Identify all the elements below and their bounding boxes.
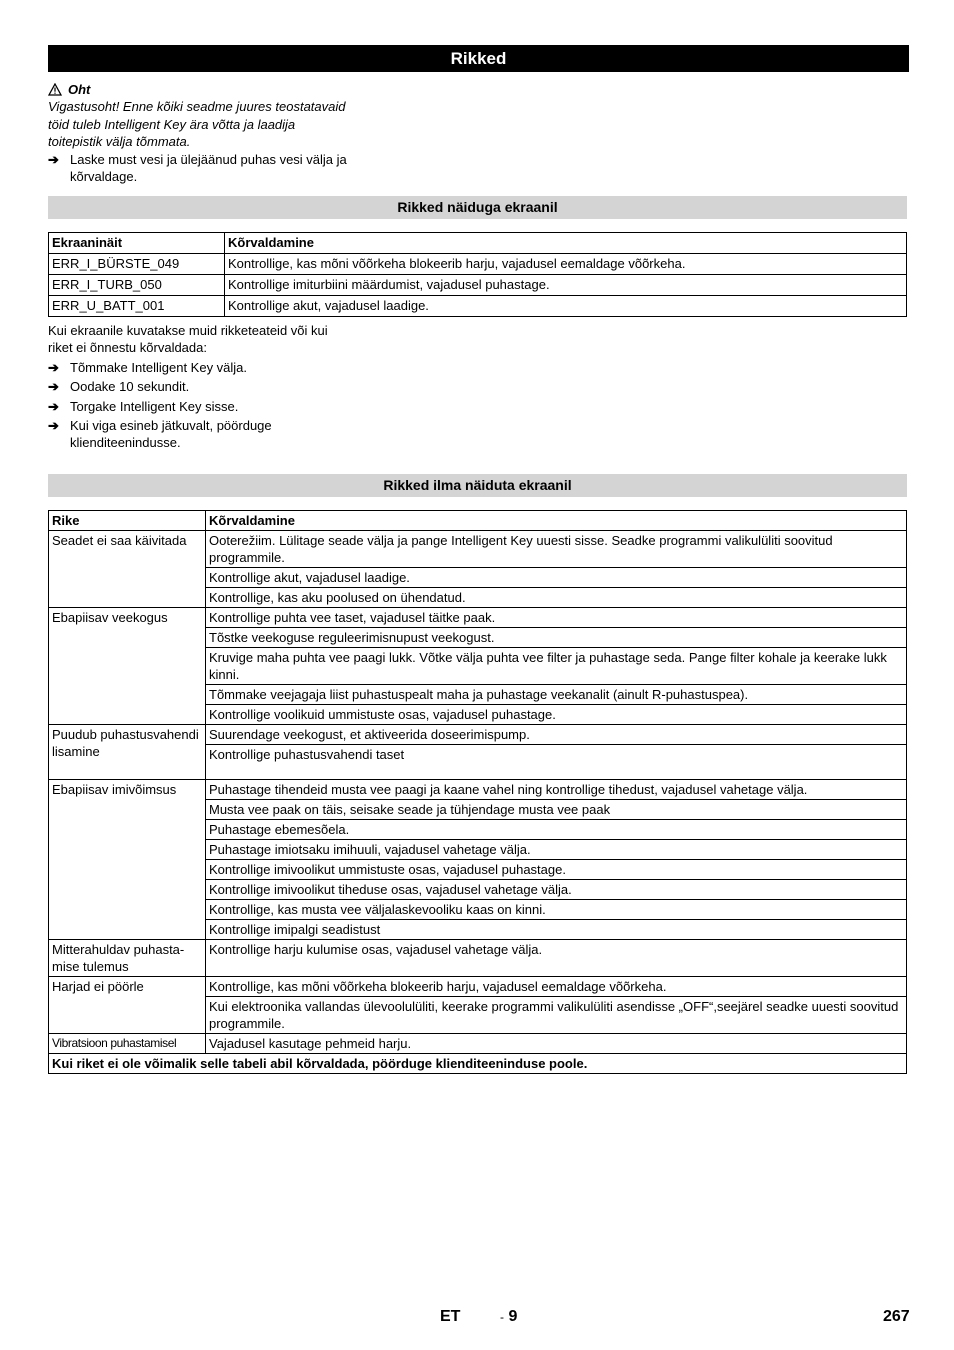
fault-cell: Ebapiisav veekogus <box>49 608 206 725</box>
remedy-cell: Kui elektroonika vallandas ülevoolulüliti, keerake programmi valikulüliti asendisse „OFF“,seejärel seadke uuesti soovitud programmile. <box>206 997 907 1034</box>
table-row <box>49 977 907 997</box>
remedy-cell: Kontrollige voolikuid ummistuste osas, vajadusel puhastage. <box>206 705 907 725</box>
page-title: Rikked <box>48 45 909 72</box>
column-header: Ekraaninäit <box>49 233 225 254</box>
column-header: Rike <box>49 511 206 531</box>
arrow-icon: ➔ <box>48 359 59 375</box>
remedy-cell: Vajadusel kasutage pehmeid harju. <box>206 1034 907 1054</box>
arrow-icon: ➔ <box>48 151 59 167</box>
remedy-cell: Kontrollige akut, vajadusel laadige. <box>206 568 907 588</box>
warning-block <box>48 81 348 185</box>
list-item <box>48 417 348 452</box>
warning-icon <box>48 83 62 96</box>
table-header-row <box>49 511 907 531</box>
remedy-cell: Kontrollige imivoolikut ummistuste osas, vajadusel puhastage. <box>206 860 907 880</box>
footer-page: 9 <box>508 1308 518 1325</box>
column-header: Kõrvaldamine <box>206 511 907 531</box>
remedy-cell: Kontrollige, kas mõni võõrkeha blokeerib harju, vajadusel eemaldage võõrkeha. <box>225 254 907 275</box>
arrow-icon: ➔ <box>48 418 59 434</box>
footer-dash: - <box>500 1310 504 1324</box>
display-code-cell: ERR_U_BATT_001 <box>49 296 225 317</box>
list-item-text: Kui viga esineb jätkuvalt, pöörduge klienditeenindusse. <box>70 418 272 451</box>
footer-section-page <box>500 1308 517 1326</box>
remedy-cell: Puhastage imiotsaku imihuuli, vajadusel vahetage välja. <box>206 840 907 860</box>
fault-cell: Harjad ei pöörle <box>49 977 206 1034</box>
table-row <box>49 940 907 977</box>
fault-cell: Mitterahuldav puhastamise tulemus <box>49 940 206 977</box>
remedy-cell: Kruvige maha puhta vee paagi lukk. Võtke välja puhta vee filter ja puhastage seda. Pange filter kohale ja keerake lukk kinni. <box>206 648 907 685</box>
remedy-cell: Puhastage ebemesõela. <box>206 820 907 840</box>
section-title-display-faults: Rikked näiduga ekraanil <box>48 196 907 219</box>
remedy-cell: Tõmmake veejagaja liist puhastuspealt maha ja puhastage veekanalit (ainult R-puhastuspea). <box>206 685 907 705</box>
table-row <box>49 780 907 800</box>
footer-language: ET <box>440 1308 461 1325</box>
no-display-faults-table <box>48 510 907 1074</box>
fault-cell: Puudub puhastusvahendi lisamine <box>49 725 206 780</box>
remedy-cell: Kontrollige, kas mõni võõrkeha blokeerib harju, vajadusel eemaldage võõrkeha. <box>206 977 907 997</box>
arrow-icon: ➔ <box>48 398 59 414</box>
list-item <box>48 398 348 415</box>
display-code-cell: ERR_I_TURB_050 <box>49 275 225 296</box>
list-item-text: Oodake 10 sekundit. <box>70 379 190 395</box>
display-faults-table <box>48 232 907 317</box>
remedy-cell: Kontrollige harju kulumise osas, vajadusel vahetage välja. <box>206 940 907 977</box>
warning-text: Vigastusoht! Enne kõiki seadme juures teostatavaid töid tuleb Intelligent Key ära võtta ja laadija toitepistik välja tõmmata. <box>48 99 346 150</box>
table-row <box>49 1034 907 1054</box>
table-footer-note: Kui riket ei ole võimalik selle tabeli abil kõrvaldada, pöörduge klienditeeninduse poole. <box>49 1054 907 1074</box>
table-row <box>49 531 907 568</box>
table-row <box>49 254 907 275</box>
footer-page-number: 267 <box>883 1308 910 1325</box>
column-header: Kõrvaldamine <box>225 233 907 254</box>
display-code-cell: ERR_I_BÜRSTE_049 <box>49 254 225 275</box>
warning-heading <box>48 81 348 98</box>
remedy-cell: Kontrollige puhastusvahendi taset <box>206 745 907 780</box>
remedy-cell: Puhastage tihendeid musta vee paagi ja kaane vahel ning kontrollige tihedust, vajadusel vahetage välja. <box>206 780 907 800</box>
list-item-text: Torgake Intelligent Key sisse. <box>70 398 239 414</box>
table-row <box>49 608 907 628</box>
table-row <box>49 296 907 317</box>
remedy-cell: Musta vee paak on täis, seisake seade ja tühjendage musta vee paak <box>206 800 907 820</box>
warning-step <box>48 151 348 186</box>
remedy-cell: Kontrollige imipalgi seadistust <box>206 920 907 940</box>
remedy-cell: Ooterežiim. Lülitage seade välja ja pange Intelligent Key uuesti sisse. Seadke programmi valikulüliti soovitud programmile. <box>206 531 907 568</box>
remedy-cell: Kontrollige akut, vajadusel laadige. <box>225 296 907 317</box>
remedy-cell: Kontrollige, kas musta vee väljalaskevooliku kaas on kinni. <box>206 900 907 920</box>
list-item-text: Tõmmake Intelligent Key välja. <box>70 359 248 375</box>
list-item <box>48 378 348 395</box>
remedy-cell: Suurendage veekogust, et aktiveerida doseerimispump. <box>206 725 907 745</box>
fault-cell: Vibratsioon puhastamisel <box>49 1034 206 1054</box>
table-row <box>49 275 907 296</box>
fault-cell: Ebapiisav imivõimsus <box>49 780 206 940</box>
list-item <box>48 359 348 376</box>
remedy-cell: Tõstke veekoguse reguleerimisnupust veekogust. <box>206 628 907 648</box>
remedy-cell: Kontrollige, kas aku poolused on ühendatud. <box>206 588 907 608</box>
table-header-row <box>49 233 907 254</box>
section-title-no-display-faults: Rikked ilma näiduta ekraanil <box>48 474 907 497</box>
table-row <box>49 725 907 745</box>
other-faults-instructions <box>48 322 348 452</box>
warning-label: Oht <box>68 82 91 97</box>
table-footer-row <box>49 1054 907 1074</box>
fault-cell: Seadet ei saa käivitada <box>49 531 206 608</box>
warning-step-text: Laske must vesi ja ülejäänud puhas vesi välja ja kõrvaldage. <box>70 151 347 185</box>
arrow-icon: ➔ <box>48 379 59 395</box>
remedy-cell: Kontrollige imiturbiini määrdumist, vajadusel puhastage. <box>225 275 907 296</box>
remedy-cell: Kontrollige puhta vee taset, vajadusel täitke paak. <box>206 608 907 628</box>
instructions-intro: Kui ekraanile kuvatakse muid rikketeateid või kui riket ei õnnestu kõrvaldada: <box>48 323 328 356</box>
remedy-cell: Kontrollige imivoolikut tiheduse osas, vajadusel vahetage välja. <box>206 880 907 900</box>
